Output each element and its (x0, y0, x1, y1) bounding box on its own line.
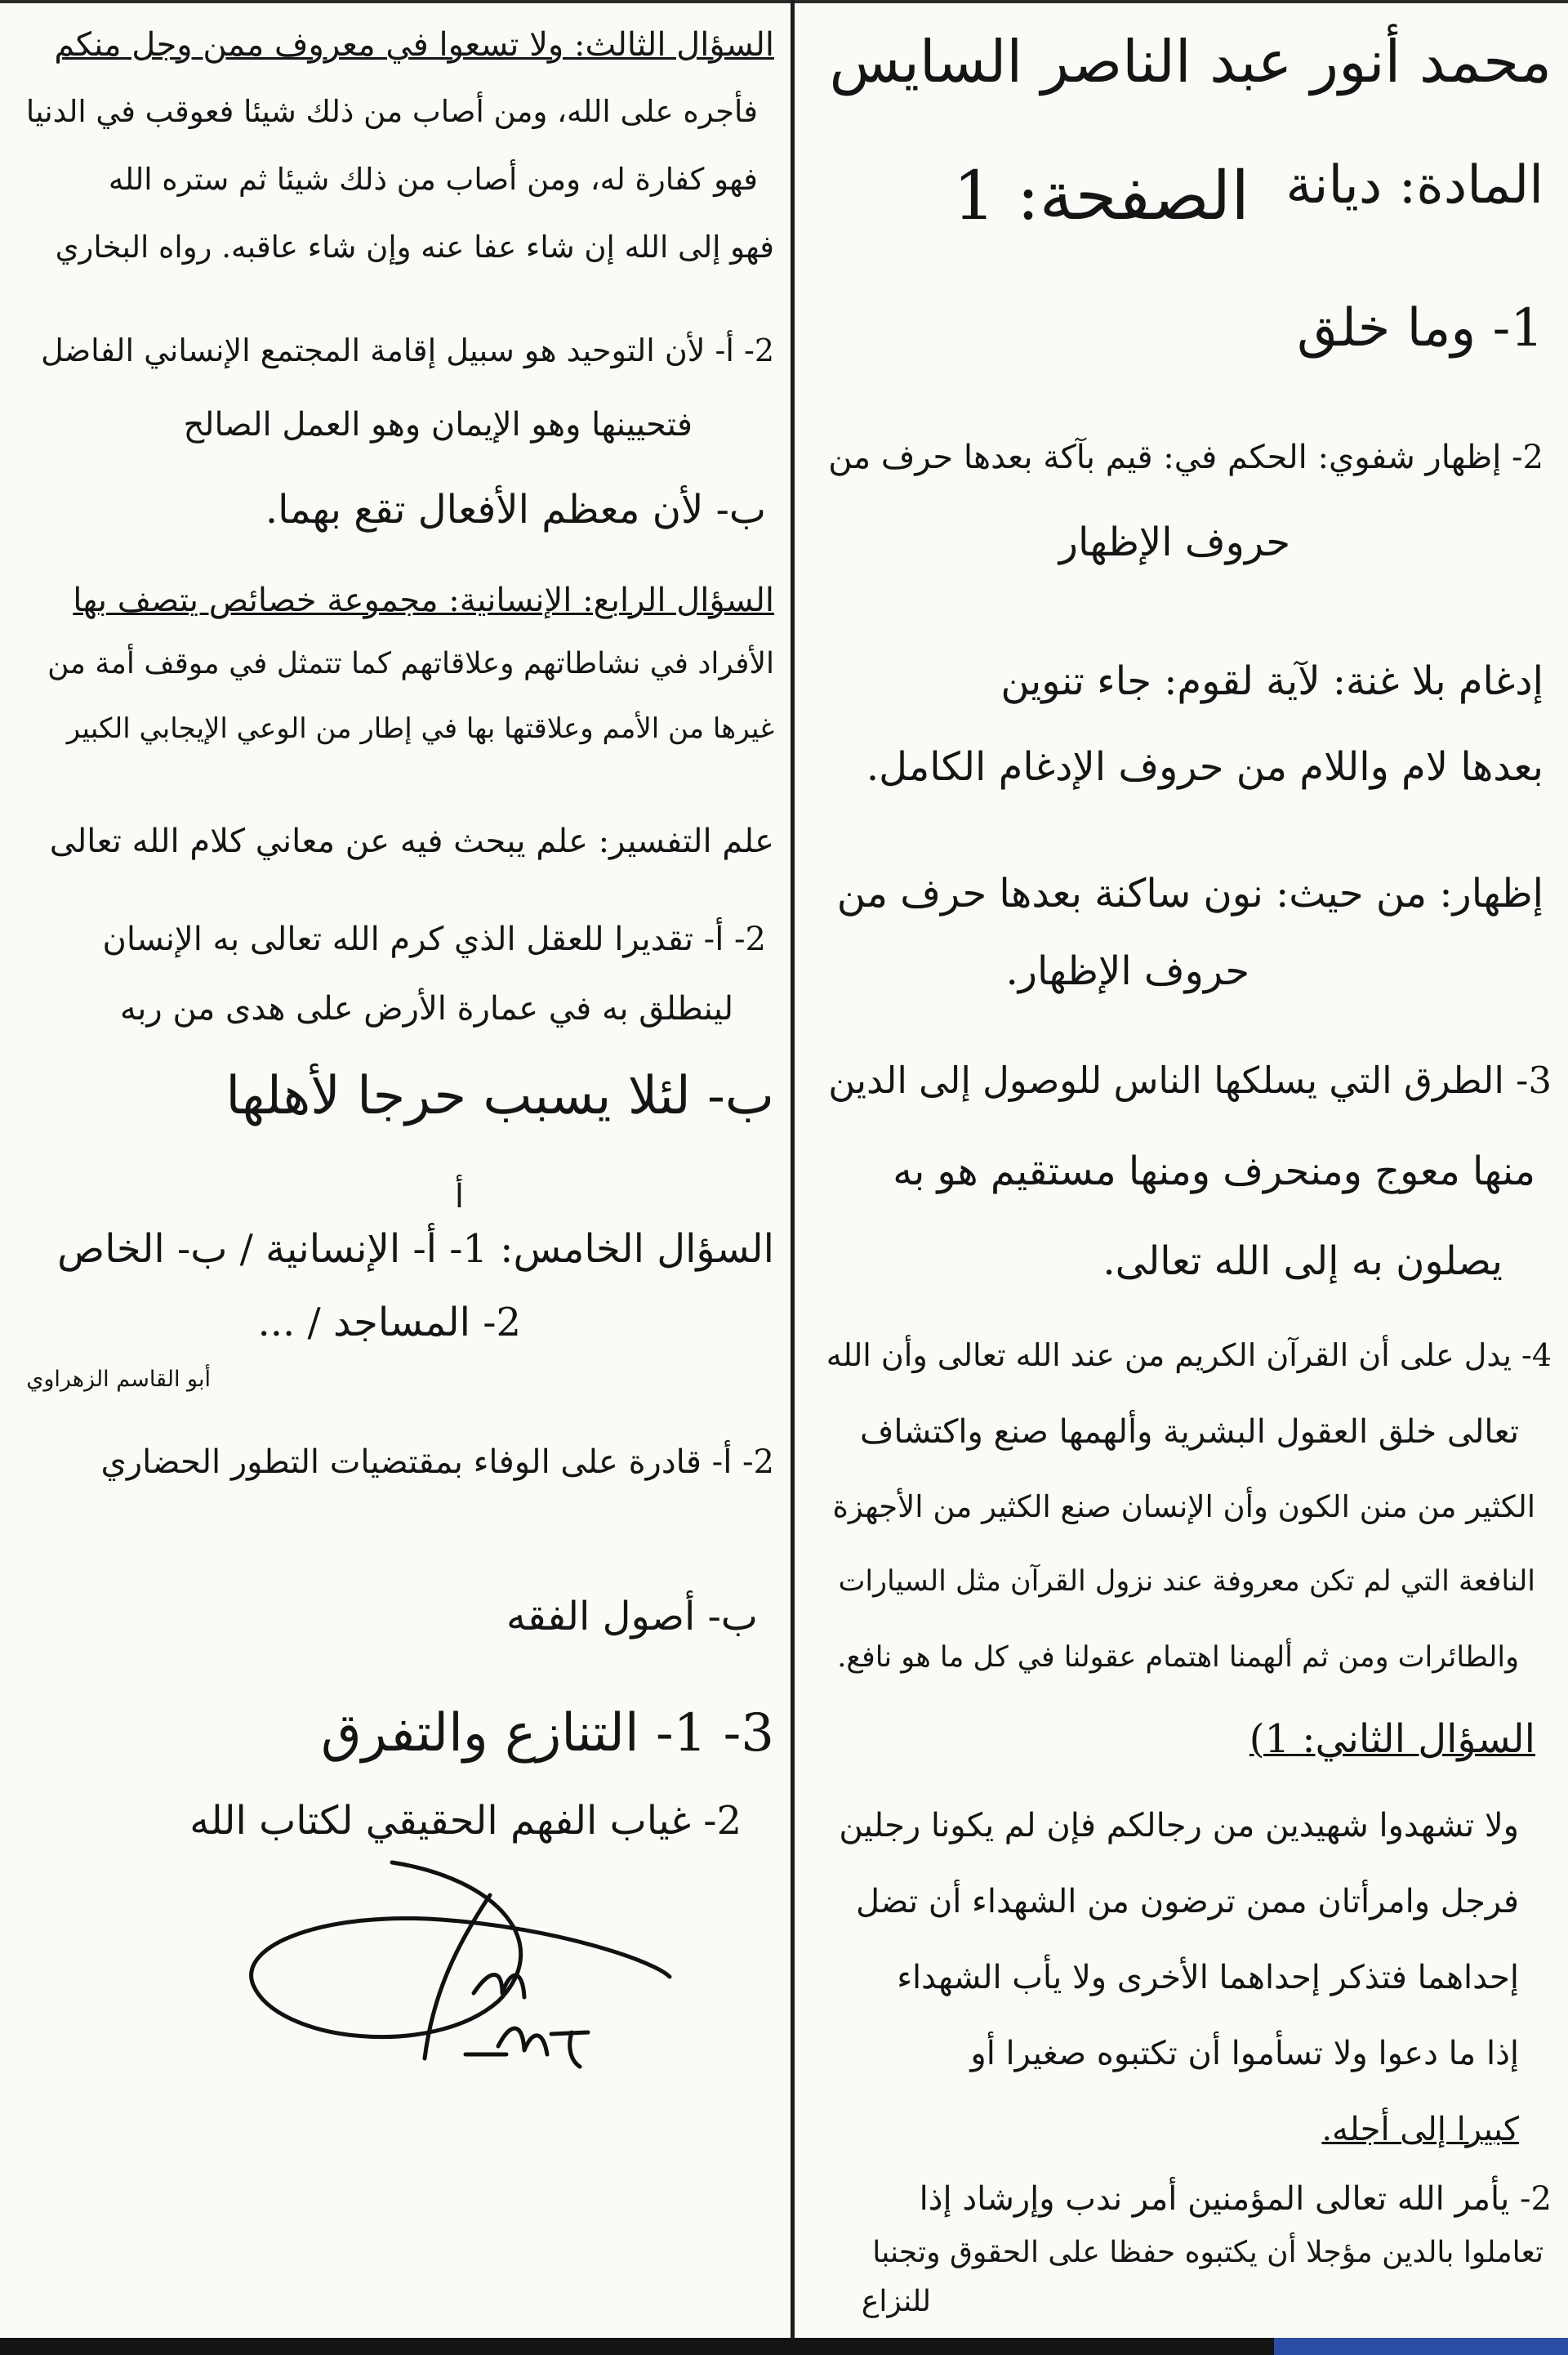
answer-line: غيرها من الأمم وعلاقتها بها في إطار من الوعي الإيجابي الكبير (66, 712, 774, 745)
answer-line: إظهار: من حيث: نون ساكنة بعدها حرف من (836, 871, 1544, 917)
question-heading: السؤال الرابع: الإنسانية: مجموعة خصائص يتصف بها (73, 582, 774, 619)
answer-line: 2- أ- لأن التوحيد هو سبيل إقامة المجتمع الإنساني الفاضل (41, 332, 774, 368)
answer-line: ب- أصول الفقه (506, 1594, 758, 1639)
answer-line: 3- 1- التنازع والتفرق (320, 1703, 774, 1764)
answer-line: علم التفسير: علم يبحث فيه عن معاني كلام الله تعالى (49, 823, 774, 860)
answer-line: تعالى خلق العقول البشرية وألهمها صنع واكتشاف (859, 1413, 1519, 1451)
answer-line: 2- غياب الفهم الحقيقي لكتاب الله (189, 1798, 742, 1844)
answer-line: 2- يأمر الله تعالى المؤمنين أمر ندب وإرشاد إذا (919, 2180, 1552, 2218)
annotation-mark: أ (454, 1178, 464, 1215)
answer-line: لينطلق به في عمارة الأرض على هدى من ربه (119, 990, 733, 1028)
subject-line: المادة: ديانة (1285, 155, 1544, 216)
question-heading: السؤال الثاني: 1) (1249, 1716, 1535, 1762)
answer-line: ب- لئلا يسبب حرجا لأهلها (225, 1066, 774, 1126)
answer-line: حروف الإظهار (1058, 520, 1290, 565)
right-column (796, 0, 1568, 2355)
answer-line: يصلون به إلى الله تعالى. (1102, 1238, 1503, 1284)
question-heading: السؤال الثالث: ولا تسعوا في معروف ممن وجل منكم (54, 26, 774, 64)
answer-line: بعدها لام واللام من حروف الإدغام الكامل. (866, 744, 1544, 790)
answer-line: إذا ما دعوا ولا تسأموا أن تكتبوه صغيرا أو (970, 2035, 1519, 2072)
page-label: الصفحة: 1 (952, 158, 1250, 235)
answer-line: 2- المساجد / ... (257, 1300, 521, 1345)
answer-line: ولا تشهدوا شهيدين من رجالكم فإن لم يكونا رجلين (839, 1807, 1519, 1844)
answer-line: 2- أ- قادرة على الوفاء بمقتضيات التطور الحضاري (100, 1443, 774, 1481)
answer-line: إحداهما فتذكر إحداهما الأخرى ولا يأب الشهداء (897, 1959, 1519, 1996)
answer-line: إدغام بلا غنة: لآية لقوم: جاء تنوين (1000, 658, 1544, 704)
scan-bottom-edge-accent (1274, 2338, 1568, 2355)
answer-line: 2- أ- تقديرا للعقل الذي كرم الله تعالى به الإنسان (102, 921, 766, 958)
signature-icon (229, 1846, 686, 2091)
answer-line: النافعة التي لم تكن معروفة عند نزول القرآن مثل السيارات (838, 1565, 1535, 1598)
answer-line: فهو كفارة له، ومن أصاب من ذلك شيئا ثم ستره الله (108, 162, 758, 197)
answer-line: حروف الإظهار. (1005, 948, 1250, 994)
answer-line: 1- وما خلق (1297, 298, 1544, 359)
student-name: محمد أنور عبد الناصر السايس (829, 28, 1552, 96)
answer-line: والطائرات ومن ثم ألهمنا اهتمام عقولنا في كل ما هو نافع. (837, 1641, 1519, 1674)
answer-line: 3- الطرق التي يسلكها الناس للوصول إلى الدين (828, 1059, 1552, 1102)
answer-line: 2- إظهار شفوي: الحكم في: قيم بآكة بعدها حرف من (828, 439, 1544, 476)
answer-line: الكثير من منن الكون وأن الإنسان صنع الكثير من الأجهزة (832, 1489, 1535, 1524)
answer-line: كبيرا إلى أجله. (1321, 2111, 1519, 2148)
answer-line: منها معوج ومنحرف ومنها مستقيم هو به (893, 1149, 1535, 1194)
answer-line: الأفراد في نشاطاتهم وعلاقاتهم كما تتمثل في موقف أمة من (47, 647, 774, 680)
answer-line: فرجل وامرأتان ممن ترضون من الشهداء أن تضل (856, 1883, 1519, 1920)
answer-line: ب- لأن معظم الأفعال تقع بهما. (265, 487, 766, 533)
answer-line: للنزاع (861, 2285, 931, 2318)
answer-line: 4- يدل على أن القرآن الكريم من عند الله تعالى وأن الله (826, 1337, 1552, 1373)
answer-line: تعاملوا بالدين مؤجلا أن يكتبوه حفظا على الحقوق وتجنبا (872, 2236, 1544, 2269)
answer-line: أبو القاسم الزهراوي (26, 1367, 211, 1392)
column-divider (791, 0, 795, 2355)
answer-line: فأجره على الله، ومن أصاب من ذلك شيئا فعوقب في الدنيا (25, 94, 758, 129)
answer-line: فتحيينها وهو الإيمان وهو العمل الصالح (183, 406, 693, 444)
answer-line: السؤال الخامس: 1- أ- الإنسانية / ب- الخاص (57, 1226, 774, 1272)
answer-line: فهو إلى الله إن شاء عفا عنه وإن شاء عاقبه. رواه البخاري (55, 230, 774, 265)
